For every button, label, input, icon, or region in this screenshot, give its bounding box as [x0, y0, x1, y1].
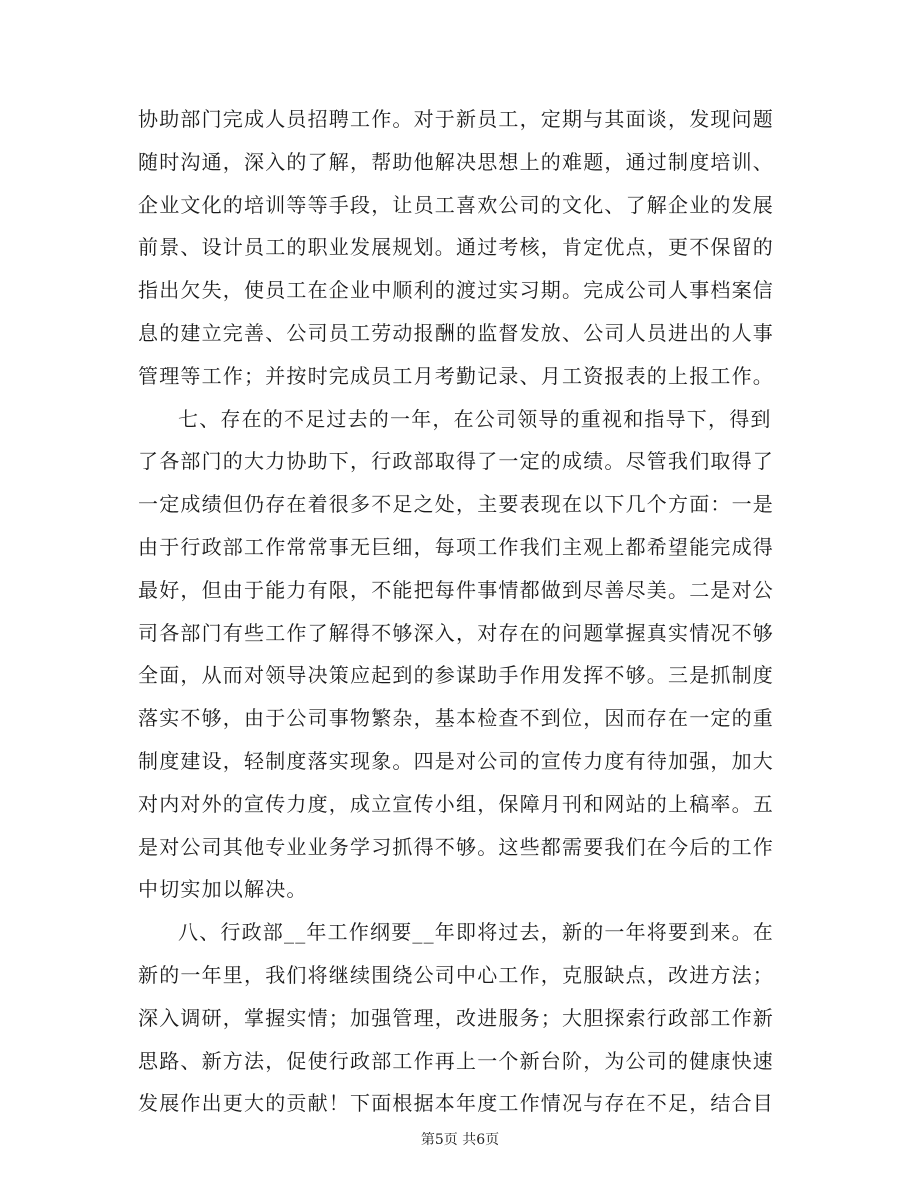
text-line: 最好，但由于能力有限，不能把每件事情都做到尽善尽美。二是对公	[138, 577, 774, 602]
text-line: 制度建设，轻制度落实现象。四是对公司的宣传力度有待加强，加大	[138, 748, 774, 773]
text-line: 司各部门有些工作了解得不够深入，对存在的问题掌握真实情况不够	[138, 620, 774, 645]
text-line: 协助部门完成人员招聘工作。对于新员工，定期与其面谈，发现问题	[138, 107, 774, 131]
text-line: 深入调研，掌握实情；加强管理，改进服务；大胆探索行政部工作新	[138, 1005, 774, 1030]
text-line: 企业文化的培训等等手段，让员工喜欢公司的文化、了解企业的发展	[138, 192, 774, 217]
text-line: 管理等工作；并按时完成员工月考勤记录、月工资报表的上报工作。	[138, 363, 774, 388]
text-line: 新的一年里，我们将继续围绕公司中心工作，克服缺点，改进方法；	[138, 962, 774, 987]
text-line: 中切实加以解决。	[138, 877, 308, 902]
text-line: 落实不够，由于公司事物繁杂，基本检查不到位，因而存在一定的重	[138, 706, 774, 731]
text-line: 全面，从而对领导决策应起到的参谋助手作用发挥不够。三是抓制度	[138, 663, 774, 688]
text-line: 前景、设计员工的职业发展规划。通过考核，肯定优点，更不保留的	[138, 235, 774, 260]
page-number-footer: 第5页 共6页	[420, 1132, 500, 1148]
text-line: 发展作出更大的贡献！下面根据本年度工作情况与存在不足，结合目	[138, 1091, 774, 1116]
text-line: 指出欠失，使员工在企业中顺利的渡过实习期。完成公司人事档案信	[138, 278, 774, 303]
text-line: 思路、新方法，促使行政部工作再上一个新台阶，为公司的健康快速	[138, 1048, 774, 1073]
section-seven-heading-line: 七、存在的不足过去的一年，在公司领导的重视和指导下，得到	[178, 406, 772, 431]
text-line: 了各部门的大力协助下，行政部取得了一定的成绩。尽管我们取得了	[138, 449, 774, 474]
section-eight-heading-line: 八、行政部__年工作纲要__年即将过去，新的一年将要到来。在	[178, 920, 774, 945]
text-line: 对内对外的宣传力度，成立宣传小组，保障月刊和网站的上稿率。五	[138, 791, 774, 816]
text-line: 一定成绩但仍存在着很多不足之处，主要表现在以下几个方面：一是	[138, 492, 774, 517]
text-line: 是对公司其他专业业务学习抓得不够。这些都需要我们在今后的工作	[138, 834, 774, 859]
text-line: 由于行政部工作常常事无巨细，每项工作我们主观上都希望能完成得	[138, 534, 774, 559]
document-body	[138, 98, 788, 1125]
text-line: 随时沟通，深入的了解，帮助他解决思想上的难题，通过制度培训、	[138, 149, 774, 174]
text-line: 息的建立完善、公司员工劳动报酬的监督发放、公司人员进出的人事	[138, 320, 774, 345]
